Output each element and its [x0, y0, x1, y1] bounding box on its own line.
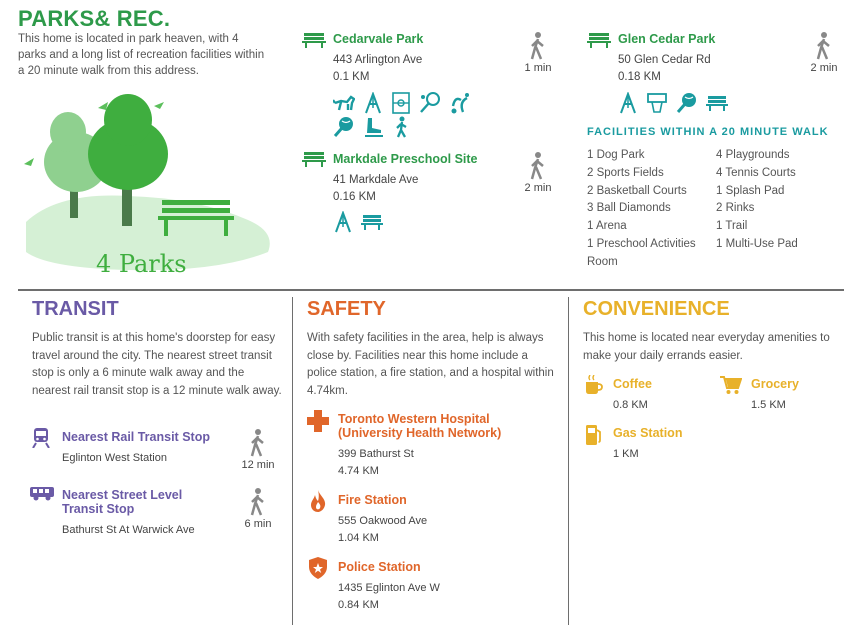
park-distance: 0.16 KM: [333, 191, 376, 203]
rail-stop-name: Eglinton West Station: [62, 452, 167, 464]
column-divider: [292, 297, 293, 625]
bench-icon: [302, 151, 326, 167]
walking-person-icon: [529, 152, 547, 180]
park-name-cedarvale: Cedarvale Park: [333, 32, 424, 46]
police-shield-icon: [309, 557, 327, 579]
bench-icon: [587, 32, 611, 48]
facility-icons-cedarvale-row2: [333, 116, 411, 138]
facility-item: 2 Sports Fields: [587, 166, 664, 179]
street-stop-name: Bathurst St At Warwick Ave: [62, 524, 195, 536]
park-name-markdale: Markdale Preschool Site: [333, 152, 478, 166]
facility-icons-markdale: [333, 211, 383, 233]
walk-time: 2 min: [802, 32, 846, 74]
convenience-title: CONVENIENCE: [583, 298, 730, 320]
police-station-distance: 0.84 KM: [338, 599, 379, 611]
bus-icon: [30, 487, 54, 501]
sports-field-icon: [391, 92, 411, 114]
park-name-glen-cedar: Glen Cedar Park: [618, 32, 716, 46]
park-address: 443 Arlington Ave: [333, 54, 423, 66]
street-stop-title: Nearest Street Level Transit Stop: [62, 488, 183, 516]
column-divider: [568, 297, 569, 625]
playground-icon: [618, 92, 638, 114]
walking-person-icon: [249, 488, 267, 516]
facility-item: 1 Trail: [716, 220, 748, 233]
facility-item: 1 Dog Park: [587, 149, 645, 161]
facility-item: 4 Playgrounds: [716, 149, 790, 161]
facilities-list-right: [716, 147, 844, 254]
facilities-title: FACILITIES WITHIN A 20 MINUTE WALK: [587, 126, 829, 138]
parks-intro: This home is located in park heaven, with 4 parks and a long list of recreation facilities within a 20 minute walk from this address.: [18, 33, 265, 77]
playground-icon: [363, 92, 383, 114]
bench-icon: [706, 95, 728, 111]
skate-icon: [363, 116, 385, 138]
walk-time: 12 min: [236, 429, 280, 471]
rail-stop-title: Nearest Rail Transit Stop: [62, 430, 210, 444]
facility-item: 1 Preschool Activities: [587, 237, 696, 250]
walk-time: 2 min: [516, 152, 560, 194]
park-address: 41 Markdale Ave: [333, 174, 419, 186]
walking-person-icon: [529, 32, 547, 60]
bench-icon: [302, 32, 326, 48]
facility-item: 2 Rinks: [716, 202, 755, 215]
hospital-cross-icon: [307, 410, 329, 432]
splash-pad-icon: [449, 92, 471, 114]
police-station-address: 1435 Eglinton Ave W: [338, 582, 440, 594]
gas-station-distance: 1 KM: [613, 448, 639, 460]
basketball-icon: [646, 92, 668, 114]
walking-person-icon: [815, 32, 833, 60]
facilities-list-left: [587, 147, 715, 272]
park-address: 50 Glen Cedar Rd: [618, 54, 711, 66]
baseball-icon: [333, 116, 355, 138]
safety-desc: With safety facilities in the area, help is always close by. Facilities near this home include a police station, a fire station, and a hospital within 4.74km.: [307, 332, 554, 397]
bench-icon: [361, 214, 383, 230]
walking-person-icon: [249, 429, 267, 457]
facility-item: 1 Multi-Use Pad: [716, 237, 798, 250]
facility-item: 4 Tennis Courts: [716, 166, 796, 179]
tennis-icon: [419, 92, 441, 114]
gas-station-title: Gas Station: [613, 426, 683, 440]
transit-desc: Public transit is at this home's doorstep for easy travel around the city. The nearest street transit stop is only a 6 minute walk away and the nearest rail transit stop is a 12 minute walk away.: [32, 332, 282, 397]
coffee-distance: 0.8 KM: [613, 399, 648, 411]
walk-time: 1 min: [518, 32, 558, 74]
police-station-title: Police Station: [338, 560, 421, 574]
facility-item: 3 Ball Diamonds: [587, 202, 671, 215]
playground-icon: [333, 211, 353, 233]
section-divider: [18, 289, 844, 291]
facility-item: 2 Basketball Courts: [587, 184, 687, 197]
coffee-title: Coffee: [613, 377, 652, 391]
park-distance: 0.1 KM: [333, 71, 370, 83]
fire-station-distance: 1.04 KM: [338, 532, 379, 544]
baseball-icon: [676, 92, 698, 114]
hospital-title: Toronto Western Hospital (University Health Network): [338, 412, 502, 440]
facility-item: 1 Splash Pad: [716, 184, 785, 197]
dog-icon: [333, 93, 355, 113]
coffee-icon: [585, 375, 603, 395]
facility-icons-cedarvale: [333, 92, 471, 114]
grocery-distance: 1.5 KM: [751, 399, 786, 411]
fire-icon: [310, 490, 326, 512]
fire-station-address: 555 Oakwood Ave: [338, 515, 428, 527]
trail-icon: [393, 116, 411, 138]
facility-item: Room: [587, 255, 618, 268]
grocery-cart-icon: [720, 375, 742, 395]
facility-item: 1 Arena: [587, 220, 627, 233]
hospital-distance: 4.74 KM: [338, 465, 379, 477]
gas-pump-icon: [585, 424, 603, 446]
parks-count: 4 Parks: [96, 250, 187, 278]
facility-icons-glen-cedar: [618, 92, 728, 114]
fire-station-title: Fire Station: [338, 493, 407, 507]
train-icon: [32, 428, 50, 448]
park-distance: 0.18 KM: [618, 71, 661, 83]
grocery-title: Grocery: [751, 377, 799, 391]
transit-title: TRANSIT: [32, 298, 119, 320]
parks-title: PARKS& REC.: [18, 6, 171, 31]
safety-title: SAFETY: [307, 298, 386, 320]
walk-time: 6 min: [236, 488, 280, 530]
convenience-desc: This home is located near everyday amenities to make your daily errands easier.: [583, 332, 830, 362]
hospital-address: 399 Bathurst St: [338, 448, 414, 460]
